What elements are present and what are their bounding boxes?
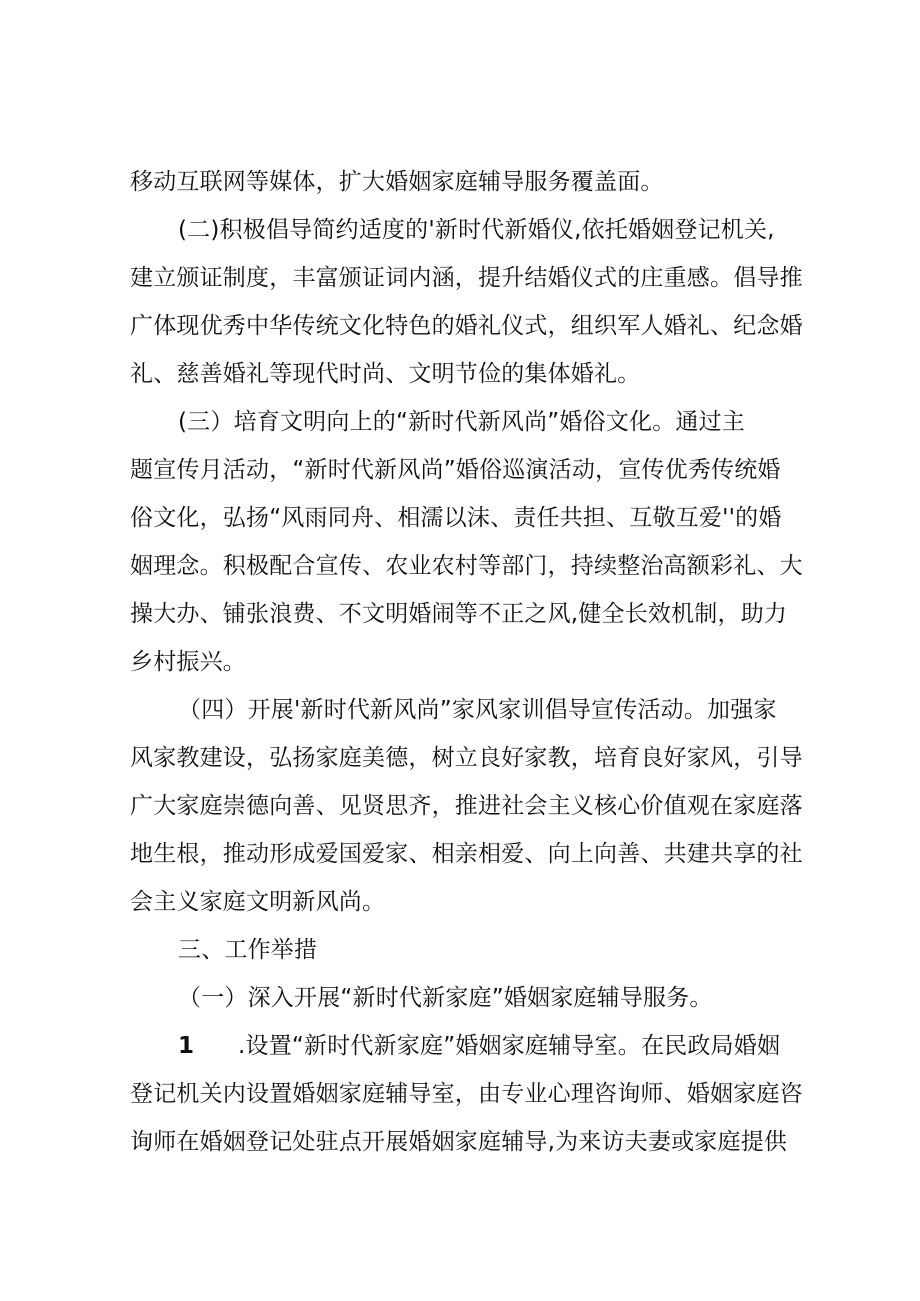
text-line: (三）培育文明向上的“新时代新风尚”婚俗文化。通过主 <box>178 409 746 435</box>
text-line: 地生根，推动形成爱国爱家、相亲相爱、向上向善、共建共享的社 <box>130 841 803 867</box>
text-line: 建立颁证制度，丰富颁证词内涵，提升结婚仪式的庄重感。倡导推 <box>130 265 803 291</box>
text-line: 乡村振兴。 <box>130 649 246 675</box>
text-line: 礼、慈善婚礼等现代时尚、文明节俭的集体婚礼。 <box>130 361 641 387</box>
text-line: (二)积极倡导简约适度的'新时代新婚仪,依托婚姻登记机关, <box>178 217 775 243</box>
subsection-heading: （一）深入开展“新时代新家庭”婚姻家庭辅导服务。 <box>178 985 713 1011</box>
section-heading: 三、工作举措 <box>178 937 318 963</box>
item-number: 1 <box>178 1033 195 1059</box>
text-line: 会主义家庭文明新风尚。 <box>130 889 386 915</box>
text-line: 广大家庭崇德向善、见贤思齐，推进社会主义核心价值观在家庭落 <box>130 793 803 819</box>
text-line: 题宣传月活动，“新时代新风尚”婚俗巡演活动，宣传优秀传统婚 <box>130 457 781 483</box>
text-line: 姻理念。积极配合宣传、农业农村等部门，持续整治高额彩礼、大 <box>130 553 803 579</box>
text-line: 移动互联网等媒体，扩大婚姻家庭辅导服务覆盖面。 <box>130 169 664 195</box>
text-line: .设置“新时代新家庭”婚姻家庭辅导室。在民政局婚姻 <box>238 1033 781 1059</box>
text-line: 询师在婚姻登记处驻点开展婚姻家庭辅导,为来访夫妻或家庭提供 <box>130 1129 788 1155</box>
text-line: 俗文化，弘扬“风雨同舟、相濡以沫、责任共担、互敬互爱''的婚 <box>130 505 782 531</box>
text-line: 操大办、铺张浪费、不文明婚闹等不正之风,健全长效机制，助力 <box>130 601 788 627</box>
text-line: 广体现优秀中华传统文化特色的婚礼仪式，组织军人婚礼、纪念婚 <box>130 313 803 339</box>
text-line: 风家教建设，弘扬家庭美德，树立良好家教，培育良好家风，引导 <box>130 745 803 771</box>
text-line: 登记机关内设置婚姻家庭辅导室，由专业心理咨询师、婚姻家庭咨 <box>130 1081 803 1107</box>
text-line: （四）开展'新时代新风尚”家风家训倡导宣传活动。加强家 <box>178 697 777 723</box>
